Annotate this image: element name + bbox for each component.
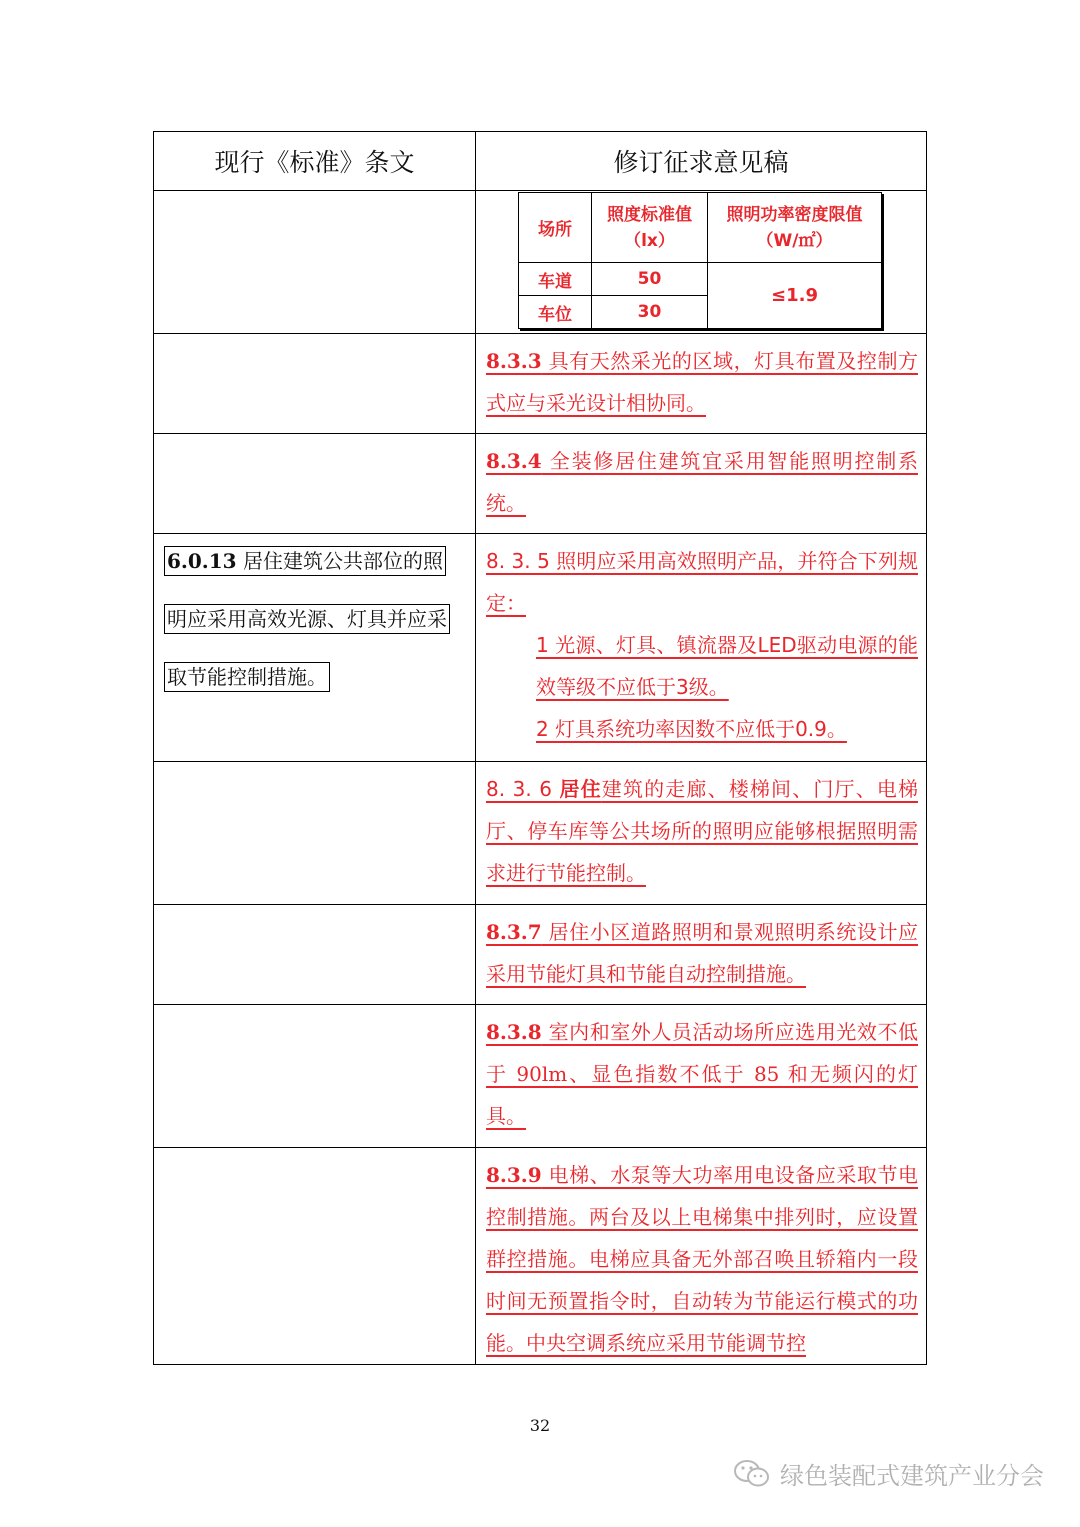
empty-cell [154,905,476,1005]
empty-cell [154,762,476,905]
empty-cell [154,1148,476,1365]
clause-8-3-9: 8.3.9 电梯、水泵等大功率用电设备应采取节电控制措施。两台及以上电梯集中排列时，应设置群控措施。电梯应具备无外部召唤且轿箱内一段时间无预置指令时，自动转为节能运行模式的功能。中央空调系统应采用节能调节控 [476,1148,927,1365]
comparison-table [153,131,927,1365]
watermark [732,1456,1044,1491]
clause-8-3-8: 8.3.8 室内和室外人员活动场所应选用光效不低于 90lm、显色指数不低于 85 和无频闪的灯具。 [476,1005,927,1148]
old-clause-line-1: 6.0.13 居住建筑公共部位的照 [164,546,446,576]
old-clause-line-3: 取节能控制措施。 [164,662,330,692]
clause-8-3-5: 8. 3. 5 照明应采用高效照明产品，并符合下列规定： 1 光源、灯具、镇流器及LED驱动电源的能效等级不应低于3级。 2 灯具系统功率因数不应低于0.9。 [476,534,927,762]
watermark-text: 绿色装配式建筑产业分会 [780,1462,1044,1490]
clause-8-3-4: 8.3.4 全装修居住建筑宜采用智能照明控制系统。 [476,434,927,534]
th-illuminance: 照度标准值 （lx） [592,193,708,263]
clause-8-3-3: 8.3.3 具有天然采光的区域，灯具布置及控制方式应与采光设计相协同。 [476,334,927,434]
old-clause-line-2: 明应采用高效光源、灯具并应采 [164,604,450,634]
empty-cell [154,1005,476,1148]
clause-8-3-7: 8.3.7 居住小区道路照明和景观照明系统设计应采用节能灯具和节能自动控制措施。 [476,905,927,1005]
lighting-density-table [518,192,882,329]
cell-density-limit: ≤1.9 [708,263,882,329]
header-revision-draft: 修订征求意见稿 [476,132,927,191]
empty-cell [154,334,476,434]
cell-parking-lux: 30 [592,296,708,329]
clause-8-3-6: 8. 3. 6 居住建筑的走廊、楼梯间、门厅、电梯厅、停车库等公共场所的照明应能够根据照明需求进行节能控制。 [476,762,927,905]
th-place: 场所 [519,193,592,263]
wechat-icon [732,1458,772,1490]
empty-cell [154,191,476,334]
header-current-standard: 现行《标准》条文 [154,132,476,191]
density-table-cell [476,191,927,334]
cell-lane-lux: 50 [592,263,708,296]
empty-cell [154,434,476,534]
cell-parking: 车位 [519,296,592,329]
old-clause-6-0-13 [154,534,476,762]
th-power-density: 照明功率密度限值 （W/㎡） [708,193,882,263]
page-number: 32 [529,1416,551,1435]
cell-lane: 车道 [519,263,592,296]
